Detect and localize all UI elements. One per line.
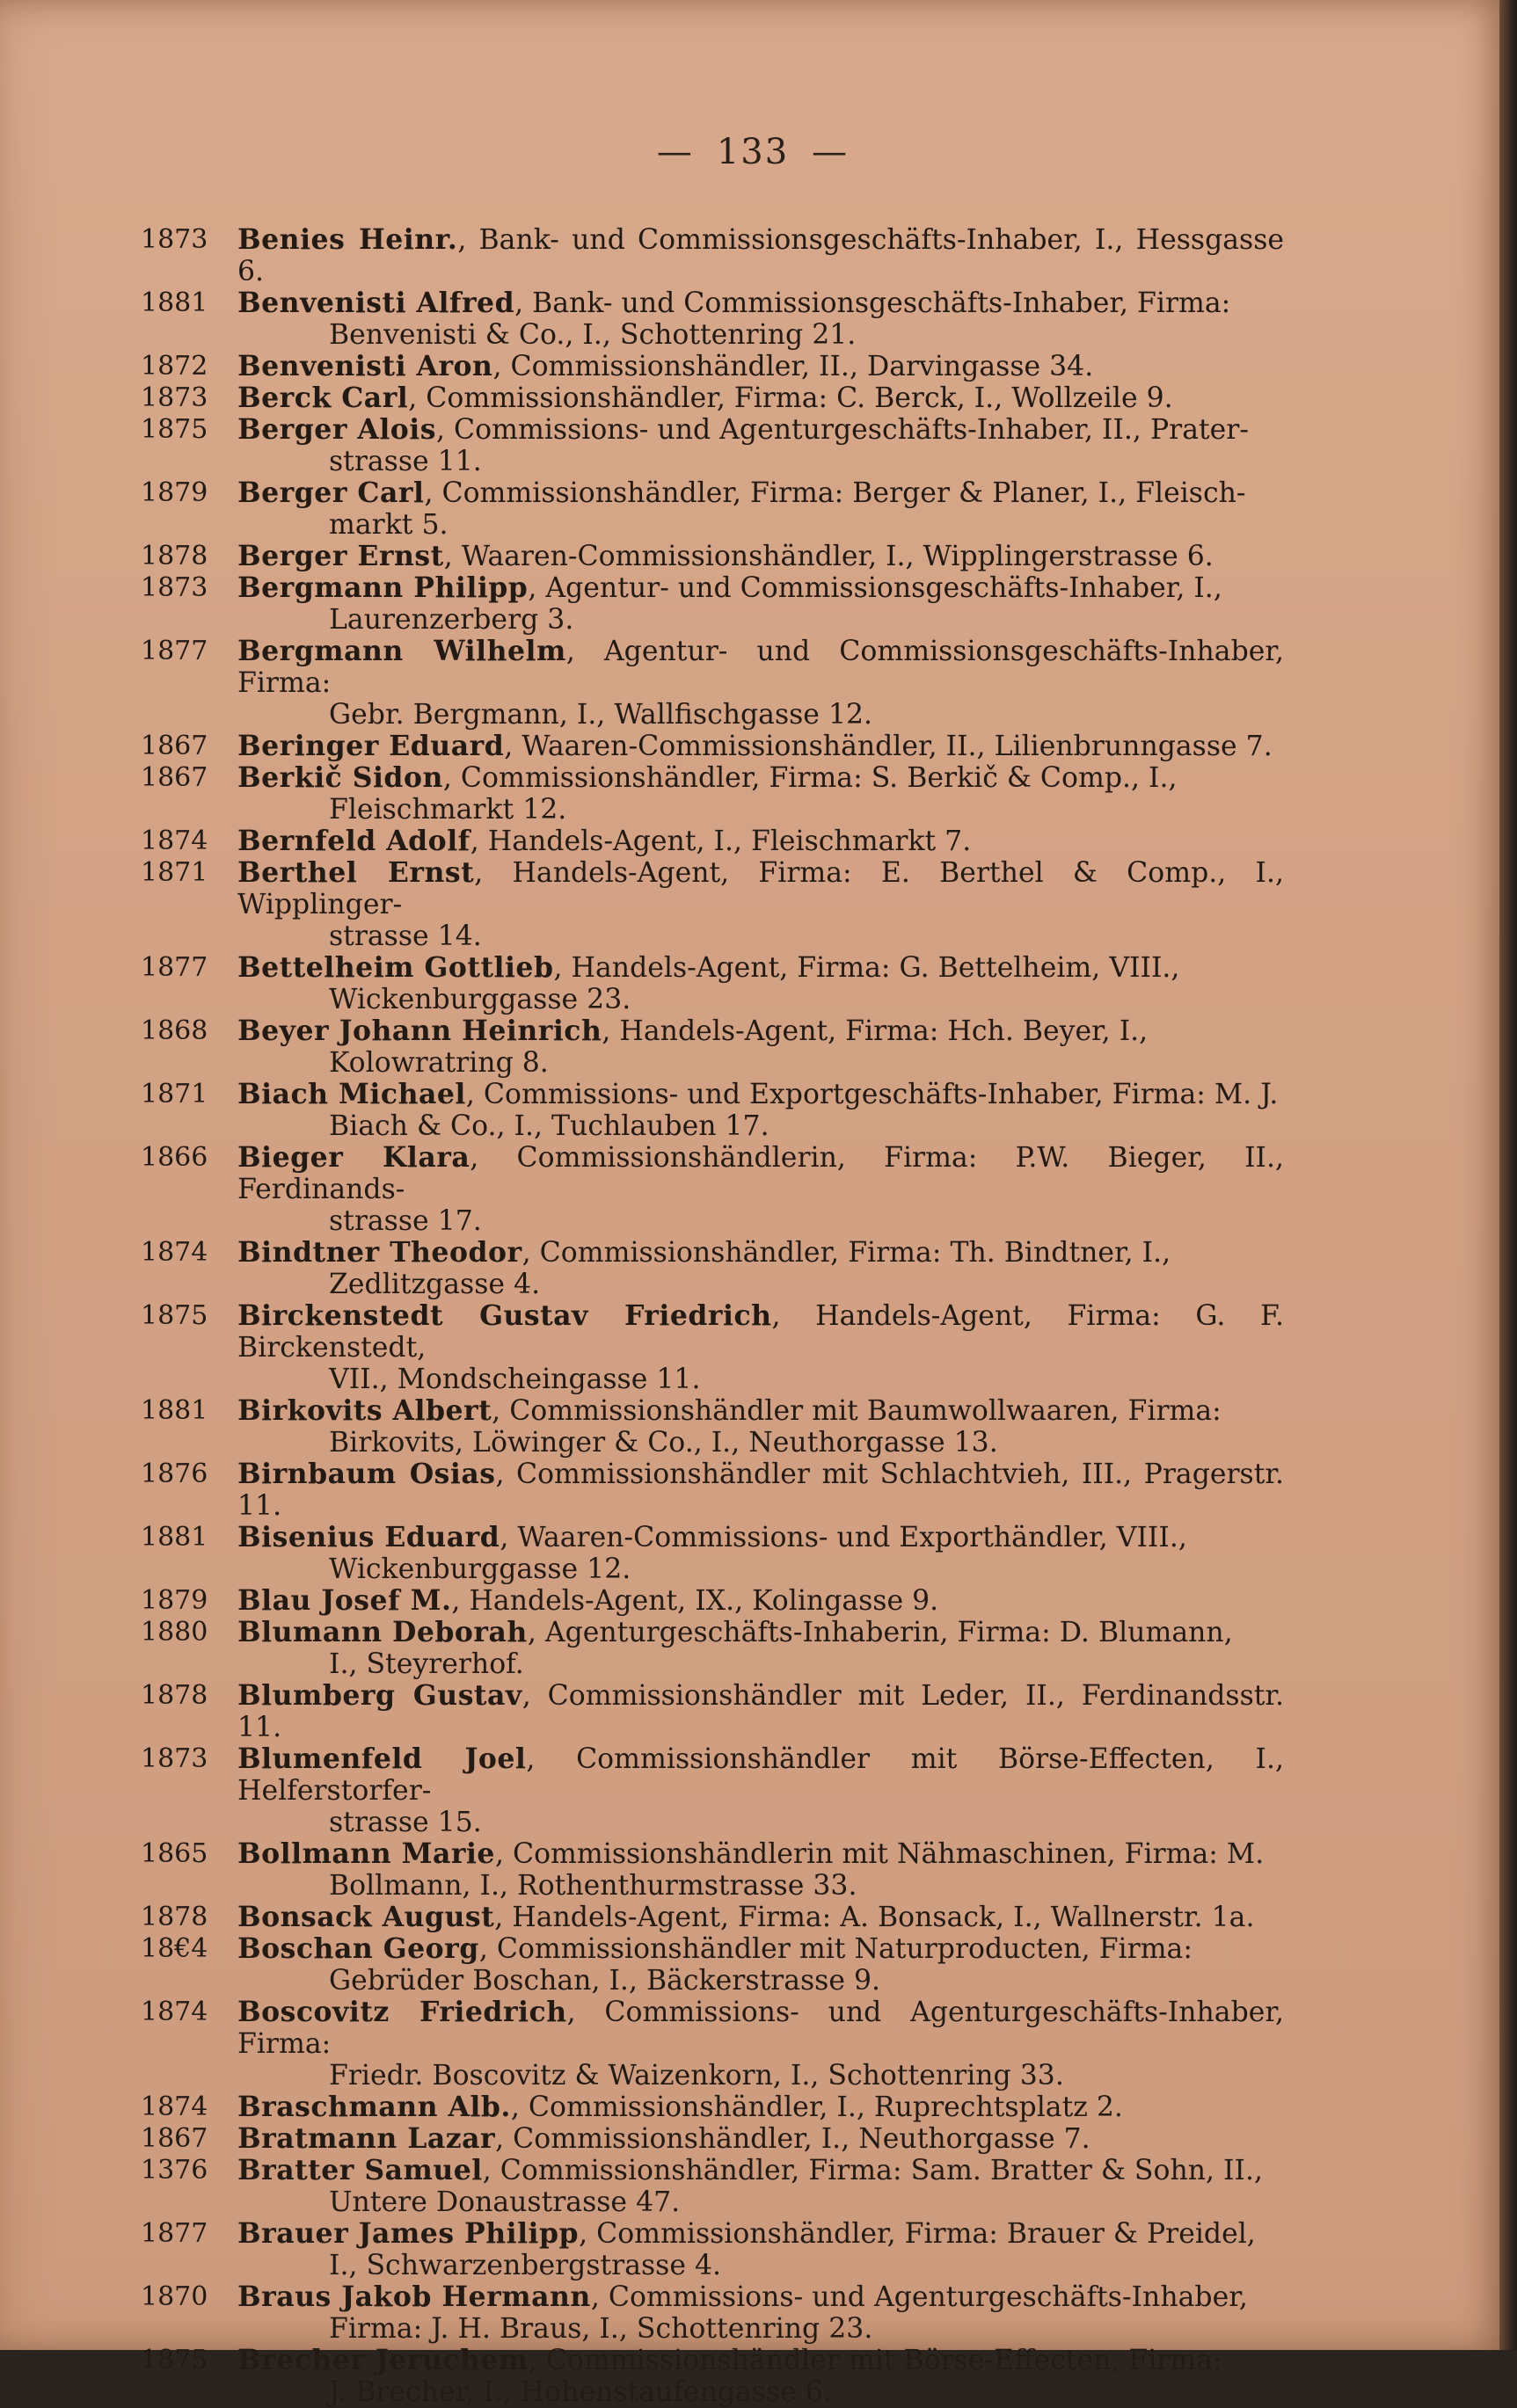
entry-name: Bergmann Wilhelm bbox=[237, 635, 566, 667]
directory-entries bbox=[141, 224, 1284, 2408]
entry-text bbox=[237, 1522, 1284, 1553]
entry-name: Bieger Klara bbox=[237, 1141, 470, 1174]
entry-name: Benvenisti Alfred bbox=[237, 287, 515, 319]
entry-year: 1865 bbox=[141, 1838, 208, 1869]
entry-year: 1880 bbox=[141, 1617, 208, 1648]
entry-text bbox=[237, 952, 1284, 984]
entry-name: Birckenstedt Gustav Friedrich bbox=[237, 1299, 772, 1332]
list-item bbox=[141, 1933, 1284, 1997]
entry-description: , Bank- und Commissionsgeschäfts-Inhaber, I., Hessgasse 6. bbox=[237, 224, 1284, 287]
list-item bbox=[141, 224, 1284, 287]
list-item bbox=[141, 1395, 1284, 1459]
entry-year: 1876 bbox=[141, 1459, 208, 1489]
entry-year: 1874 bbox=[141, 1997, 208, 2027]
entry-name: Bonsack August bbox=[237, 1901, 495, 1933]
entry-year: 1866 bbox=[141, 1142, 208, 1173]
page-number-value: 133 bbox=[716, 132, 790, 172]
entry-year: 1881 bbox=[141, 1522, 208, 1553]
entry-name: Birnbaum Osias bbox=[237, 1458, 496, 1490]
entry-name: Berger Carl bbox=[237, 477, 425, 509]
entry-continuation: Firma: J. H. Braus, I., Schottenring 23. bbox=[329, 2313, 873, 2345]
entry-name: Brecher Jeruchem bbox=[237, 2344, 529, 2376]
entry-continuation: I., Steyrerhof. bbox=[329, 1648, 524, 1680]
list-item bbox=[141, 762, 1284, 826]
entry-name: Berkič Sidon bbox=[237, 761, 443, 794]
entry-name: Braschmann Alb. bbox=[237, 2091, 511, 2123]
entry-text bbox=[237, 351, 1284, 382]
list-item bbox=[141, 572, 1284, 636]
entry-continuation: Wickenburggasse 12. bbox=[329, 1553, 631, 1585]
list-item bbox=[141, 1838, 1284, 1902]
entry-description: , Commissions- und Agenturgeschäfts-Inhaber, Firma: bbox=[237, 1997, 1284, 2060]
entry-name: Birkovits Albert bbox=[237, 1394, 492, 1427]
list-item bbox=[141, 1680, 1284, 1743]
entry-description: , Commissionshändler mit Schlachtvieh, III., Pragerstr. 11. bbox=[237, 1459, 1284, 1522]
entry-text bbox=[237, 1079, 1284, 1110]
list-item bbox=[141, 2155, 1284, 2218]
list-item bbox=[141, 1142, 1284, 1237]
list-item bbox=[141, 2281, 1284, 2345]
entry-text bbox=[237, 1997, 1284, 2060]
list-item bbox=[141, 2345, 1284, 2408]
entry-text bbox=[237, 1680, 1284, 1743]
entry-text bbox=[237, 636, 1284, 699]
entry-continuation: Friedr. Boscovitz & Waizenkorn, I., Schottenring 33. bbox=[329, 2060, 1064, 2092]
entry-continuation: Fleischmarkt 12. bbox=[329, 794, 567, 826]
entry-text bbox=[237, 1015, 1284, 1047]
entry-description: , Commissionshändler mit Leder, II., Ferdinandsstr. 11. bbox=[237, 1680, 1285, 1743]
list-item bbox=[141, 857, 1284, 952]
entry-description: , Waaren-Commissions- und Exporthändler, VIII., bbox=[500, 1522, 1187, 1553]
entry-continuation: strasse 11. bbox=[329, 446, 482, 477]
entry-year: 1881 bbox=[141, 1395, 208, 1426]
entry-year: 1874 bbox=[141, 2092, 208, 2122]
entry-name: Bisenius Eduard bbox=[237, 1521, 500, 1553]
entry-year: 1867 bbox=[141, 762, 208, 793]
list-item bbox=[141, 1300, 1284, 1395]
entry-description: , Handels-Agent, Firma: A. Bonsack, I., Wallnerstr. 1a. bbox=[494, 1902, 1255, 1933]
entry-year: 1870 bbox=[141, 2281, 208, 2312]
entry-description: , Handels-Agent, I., Fleischmarkt 7. bbox=[470, 826, 972, 857]
entry-text bbox=[237, 2218, 1284, 2250]
entry-name: Braus Jakob Hermann bbox=[237, 2281, 591, 2313]
entry-year: 1877 bbox=[141, 2218, 208, 2249]
entry-text bbox=[237, 2281, 1284, 2313]
page-number-dash-left: — bbox=[656, 132, 694, 172]
entry-year: 1867 bbox=[141, 2123, 208, 2154]
entry-description: , Commissionshändler, Firma: Th. Bindtner, I., bbox=[521, 1237, 1171, 1269]
list-item bbox=[141, 1617, 1284, 1680]
entry-year: 1871 bbox=[141, 857, 208, 888]
entry-continuation: Laurenzerberg 3. bbox=[329, 604, 574, 636]
entry-description: , Commissionshändler, Firma: Berger & Planer, I., Fleisch- bbox=[424, 477, 1246, 509]
entry-text bbox=[237, 287, 1284, 319]
entry-year: 1872 bbox=[141, 351, 208, 382]
entry-text bbox=[237, 1902, 1284, 1933]
list-item bbox=[141, 1079, 1284, 1142]
entry-continuation: Zedlitzgasse 4. bbox=[329, 1269, 541, 1300]
entry-description: , Commissionshändler, II., Darvingasse 34. bbox=[492, 351, 1094, 382]
entry-year: 1873 bbox=[141, 1743, 208, 1774]
entry-year: 1873 bbox=[141, 224, 208, 255]
entry-description: , Commissionshändler, Firma: Sam. Bratter & Sohn, II., bbox=[482, 2155, 1263, 2186]
entry-year: 1878 bbox=[141, 1680, 208, 1711]
entry-description: , Commissionshändler mit Baumwollwaaren, Firma: bbox=[492, 1395, 1222, 1427]
entry-year: 1871 bbox=[141, 1079, 208, 1109]
entry-continuation: Untere Donaustrasse 47. bbox=[329, 2186, 681, 2218]
entry-text bbox=[237, 2155, 1284, 2186]
entry-continuation: strasse 15. bbox=[329, 1807, 482, 1838]
entry-continuation: Biach & Co., I., Tuchlauben 17. bbox=[329, 1110, 769, 1142]
entry-description: , Waaren-Commissionshändler, I., Wipplingerstrasse 6. bbox=[443, 541, 1214, 572]
entry-description: , Handels-Agent, IX., Kolingasse 9. bbox=[451, 1585, 939, 1617]
list-item bbox=[141, 351, 1284, 382]
entry-name: Blumberg Gustav bbox=[237, 1679, 522, 1712]
entry-text bbox=[237, 414, 1284, 446]
entry-name: Bratmann Lazar bbox=[237, 2122, 496, 2155]
entry-year: 1874 bbox=[141, 1237, 208, 1268]
entry-description: , Commissionshändler, Firma: C. Berck, I., Wollzeile 9. bbox=[408, 382, 1173, 414]
entry-text bbox=[237, 1237, 1284, 1269]
entry-text bbox=[237, 1617, 1284, 1648]
entry-year: 1877 bbox=[141, 952, 208, 983]
entry-text bbox=[237, 2092, 1284, 2123]
entry-year: 1878 bbox=[141, 541, 208, 571]
entry-text bbox=[237, 1933, 1284, 1965]
entry-year: 1877 bbox=[141, 636, 208, 666]
entry-year: 1875 bbox=[141, 414, 208, 445]
entry-name: Biach Michael bbox=[237, 1078, 466, 1110]
entry-name: Berthel Ernst bbox=[237, 856, 475, 889]
entry-description: , Commissionshändlerin, Firma: P.W. Bieger, II., Ferdinands- bbox=[237, 1142, 1284, 1205]
list-item bbox=[141, 1997, 1284, 2092]
entry-description: , Commissionshändler, Firma: Brauer & Preidel, bbox=[579, 2218, 1256, 2250]
entry-text bbox=[237, 477, 1284, 509]
entry-text bbox=[237, 1142, 1284, 1205]
entry-name: Berck Carl bbox=[237, 382, 409, 414]
entry-text bbox=[237, 2345, 1284, 2376]
list-item bbox=[141, 477, 1284, 541]
entry-name: Benvenisti Aron bbox=[237, 350, 493, 382]
entry-name: Blumenfeld Joel bbox=[237, 1742, 527, 1775]
entry-year: 1875 bbox=[141, 1300, 208, 1331]
entry-continuation: Benvenisti & Co., I., Schottenring 21. bbox=[329, 319, 857, 351]
entry-description: , Handels-Agent, Firma: G. Bettelheim, VIII., bbox=[553, 952, 1180, 984]
list-item bbox=[141, 826, 1284, 857]
list-item bbox=[141, 287, 1284, 351]
list-item bbox=[141, 636, 1284, 731]
entry-year: 1867 bbox=[141, 731, 208, 761]
list-item bbox=[141, 382, 1284, 414]
entry-name: Boscovitz Friedrich bbox=[237, 1996, 567, 2028]
entry-text bbox=[237, 1585, 1284, 1617]
list-item bbox=[141, 1237, 1284, 1300]
list-item bbox=[141, 2123, 1284, 2155]
entry-description: , Commissions- und Agenturgeschäfts-Inhaber, bbox=[590, 2281, 1248, 2313]
entry-continuation: Kolowratring 8. bbox=[329, 1047, 549, 1079]
list-item bbox=[141, 1522, 1284, 1585]
entry-text bbox=[237, 762, 1284, 794]
entry-name: Bratter Samuel bbox=[237, 2154, 483, 2186]
entry-continuation: Bollmann, I., Rothenthurmstrasse 33. bbox=[329, 1870, 857, 1902]
entry-text bbox=[237, 382, 1284, 414]
entry-name: Beyer Johann Heinrich bbox=[237, 1015, 602, 1047]
entry-continuation: Wickenburggasse 23. bbox=[329, 984, 631, 1015]
entry-text bbox=[237, 224, 1284, 287]
entry-continuation: strasse 14. bbox=[329, 920, 482, 952]
entry-description: , Commissionshändler mit Börse-Effecten, I., Helferstorfer- bbox=[237, 1743, 1284, 1807]
entry-text bbox=[237, 2123, 1284, 2155]
entry-text bbox=[237, 1300, 1284, 1364]
entry-year: 1879 bbox=[141, 477, 208, 508]
entry-year: 1879 bbox=[141, 1585, 208, 1616]
entry-continuation: Birkovits, Löwinger & Co., I., Neuthorgasse 13. bbox=[329, 1427, 998, 1459]
list-item bbox=[141, 414, 1284, 477]
list-item bbox=[141, 1015, 1284, 1079]
entry-text bbox=[237, 857, 1284, 920]
list-item bbox=[141, 1743, 1284, 1838]
entry-description: , Commissionshändler mit Börse-Effecten, Firma: bbox=[528, 2345, 1222, 2376]
list-item bbox=[141, 1902, 1284, 1933]
entry-description: , Bank- und Commissionsgeschäfts-Inhaber, Firma: bbox=[514, 287, 1231, 319]
entry-description: , Handels-Agent, Firma: Hch. Beyer, I., bbox=[602, 1015, 1149, 1047]
entry-description: , Commissions- und Agenturgeschäfts-Inhaber, II., Prater- bbox=[436, 414, 1249, 446]
entry-continuation: Gebr. Bergmann, I., Wallfischgasse 12. bbox=[329, 699, 873, 731]
entry-description: , Handels-Agent, Firma: E. Berthel & Comp., I., Wipplinger- bbox=[237, 857, 1284, 920]
entry-description: , Commissionshändler mit Naturproducten, Firma: bbox=[478, 1933, 1192, 1965]
list-item bbox=[141, 2218, 1284, 2281]
entry-continuation: VII., Mondscheingasse 11. bbox=[329, 1364, 701, 1395]
entry-year: 1875 bbox=[141, 2345, 208, 2375]
entry-text bbox=[237, 572, 1284, 604]
entry-year: 1881 bbox=[141, 287, 208, 318]
entry-name: Berger Alois bbox=[237, 413, 437, 446]
entry-year: 1878 bbox=[141, 1902, 208, 1932]
entry-text bbox=[237, 1838, 1284, 1870]
entry-description: , Commissionshändler, I., Ruprechtsplatz 2. bbox=[510, 2092, 1123, 2123]
entry-name: Bindtner Theodor bbox=[237, 1236, 522, 1269]
entry-continuation: Gebrüder Boschan, I., Bäckerstrasse 9. bbox=[329, 1965, 881, 1997]
entry-year: 1376 bbox=[141, 2155, 208, 2186]
entry-description: , Agenturgeschäfts-Inhaberin, Firma: D. Blumann, bbox=[527, 1617, 1233, 1648]
entry-year: 1868 bbox=[141, 1015, 208, 1046]
entry-description: , Waaren-Commissionshändler, II., Lilienbrunngasse 7. bbox=[504, 731, 1273, 762]
entry-text bbox=[237, 1459, 1284, 1522]
entry-year: 1873 bbox=[141, 382, 208, 413]
entry-name: Boschan Georg bbox=[237, 1932, 479, 1965]
entry-name: Blau Josef M. bbox=[237, 1584, 452, 1617]
entry-continuation: J. Brecher, I., Hohenstaufengasse 6. bbox=[329, 2376, 832, 2408]
entry-text bbox=[237, 1395, 1284, 1427]
entry-year: 1874 bbox=[141, 826, 208, 856]
entry-name: Blumann Deborah bbox=[237, 1616, 528, 1648]
entry-continuation: markt 5. bbox=[329, 509, 449, 541]
entry-name: Beringer Eduard bbox=[237, 730, 505, 762]
entry-description: , Commissionshändlerin mit Nähmaschinen, Firma: M. bbox=[494, 1838, 1265, 1870]
entry-text bbox=[237, 826, 1284, 857]
entry-text bbox=[237, 1743, 1284, 1807]
entry-name: Bettelheim Gottlieb bbox=[237, 951, 554, 984]
entry-name: Brauer James Philipp bbox=[237, 2217, 580, 2250]
entry-continuation: I., Schwarzenbergstrasse 4. bbox=[329, 2250, 722, 2281]
entry-description: , Commissionshändler, I., Neuthorgasse 7. bbox=[495, 2123, 1090, 2155]
list-item bbox=[141, 1459, 1284, 1522]
list-item bbox=[141, 1585, 1284, 1617]
entry-description: , Commissions- und Exportgeschäfts-Inhaber, Firma: M. J. bbox=[465, 1079, 1279, 1110]
book-binding-edge bbox=[1499, 0, 1517, 2350]
entry-name: Bergmann Philipp bbox=[237, 571, 529, 604]
entry-name: Bollmann Marie bbox=[237, 1837, 495, 1870]
entry-continuation: strasse 17. bbox=[329, 1205, 482, 1237]
list-item bbox=[141, 952, 1284, 1015]
list-item bbox=[141, 2092, 1284, 2123]
entry-year: 18€4 bbox=[141, 1933, 208, 1964]
entry-description: , Agentur- und Commissionsgeschäfts-Inhaber, Firma: bbox=[237, 636, 1284, 699]
page-number-dash-right: — bbox=[812, 132, 850, 172]
entry-description: , Commissionshändler, Firma: S. Berkič & Comp., I., bbox=[442, 762, 1178, 794]
list-item bbox=[141, 731, 1284, 762]
entry-description: , Handels-Agent, Firma: G. F. Birckenstedt, bbox=[237, 1300, 1284, 1364]
entry-description: , Agentur- und Commissionsgeschäfts-Inhaber, I., bbox=[528, 572, 1222, 604]
entry-name: Bernfeld Adolf bbox=[237, 825, 470, 857]
entry-text bbox=[237, 731, 1284, 762]
page-number bbox=[0, 132, 1506, 172]
entry-text bbox=[237, 541, 1284, 572]
entry-name: Benies Heinr. bbox=[237, 223, 458, 256]
list-item bbox=[141, 541, 1284, 572]
entry-name: Berger Ernst bbox=[237, 540, 444, 572]
entry-year: 1873 bbox=[141, 572, 208, 603]
